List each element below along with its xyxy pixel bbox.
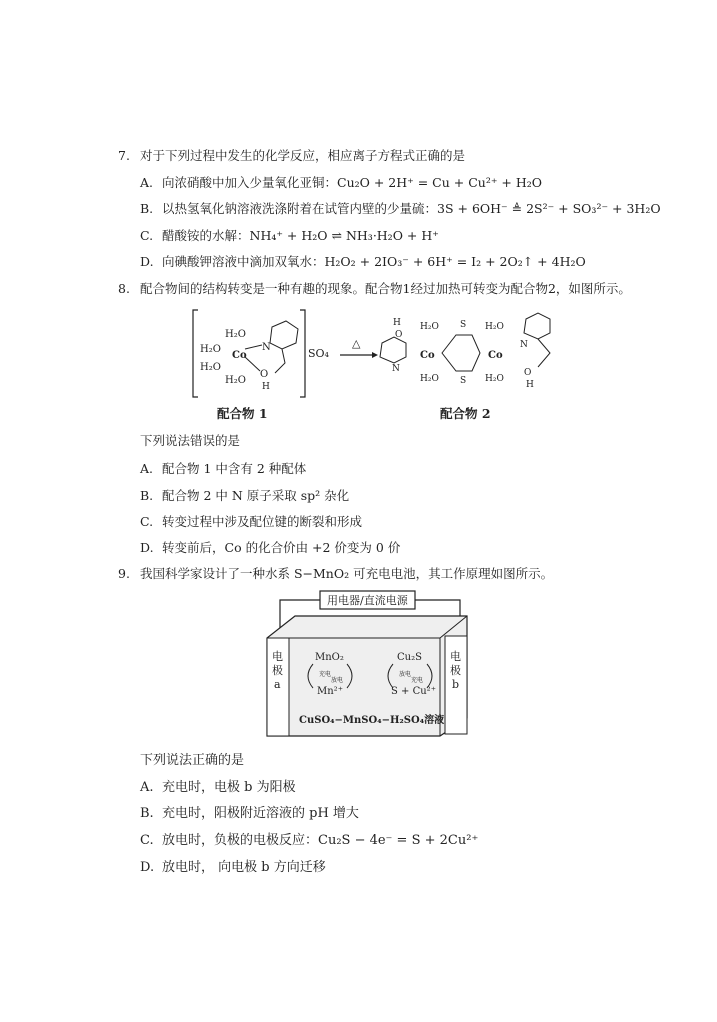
- option-equation: 3S + 6OH⁻ ≜ 2S²⁻ + SO₃²⁻ + 3H₂O: [437, 201, 661, 216]
- pyridine-ring-2b: [524, 313, 550, 339]
- power-source-label: 用电器/直流电源: [327, 594, 408, 607]
- s-atom-bottom: S: [460, 376, 467, 386]
- q9-stem: [118, 566, 553, 582]
- option-equation: Cu₂O + 2H⁺ = Cu + Cu²⁺ + H₂O: [337, 175, 543, 190]
- n-atom-2a: N: [392, 364, 400, 374]
- battery-figure: [255, 588, 480, 738]
- option-label: C.: [140, 833, 154, 848]
- complex-structures-figure: [190, 305, 590, 415]
- sulfate-label: SO₄: [308, 347, 329, 360]
- n-atom-2b: N: [520, 340, 528, 350]
- pyridine-ring-1: [270, 321, 298, 349]
- option-label: A.: [140, 175, 154, 190]
- h2o-2a-top: H₂O: [420, 322, 439, 332]
- option-text: 充电时，阳极附近溶液的 pH 增大: [162, 806, 359, 821]
- ethyl-chain-1: [275, 349, 285, 373]
- co-atom-2b: Co: [488, 350, 503, 361]
- arrowhead: [372, 352, 378, 358]
- option-label: C.: [140, 514, 154, 529]
- q9-option-a: [140, 780, 296, 796]
- cu2s-label: Cu₂S: [397, 652, 422, 663]
- option-text: 充电时，电极 b 为阳极: [162, 780, 296, 795]
- option-text: 以热氢氧化钠溶液洗涤附着在试管内壁的少量硫：: [162, 201, 438, 216]
- co-atom-2a: Co: [420, 350, 435, 361]
- option-text: 放电时， 向电极 b 方向迁移: [162, 860, 326, 875]
- co-n-bond: [245, 345, 262, 349]
- mn2-label: Mn²⁺: [317, 686, 343, 697]
- o-atom-2a: O: [395, 330, 403, 340]
- h2o-top: H₂O: [225, 329, 246, 340]
- h-atom-1: H: [262, 382, 270, 392]
- s-cu2-label: S + Cu²⁺: [391, 686, 436, 697]
- q7-number: 7.: [118, 148, 130, 163]
- co-o-bond: [245, 357, 260, 371]
- q9-option-b: [140, 806, 359, 822]
- h2o-2b-top: H₂O: [485, 322, 504, 332]
- caption-complex-1: 配合物 1: [217, 406, 268, 421]
- h2o-bottom: H₂O: [225, 375, 246, 386]
- option-text: 配合物 1 中含有 2 种配体: [162, 461, 307, 476]
- option-text: 转变过程中涉及配位键的断裂和形成: [162, 514, 363, 529]
- option-text: 转变前后，Co 的化合价由 +2 价变为 0 价: [162, 540, 401, 555]
- electrode-a-char2: 极: [272, 664, 283, 677]
- mno2-label: MnO₂: [315, 652, 344, 663]
- option-label: D.: [140, 254, 154, 269]
- electrode-a-char3: a: [274, 678, 281, 691]
- right-bracket: [300, 310, 305, 397]
- q9-sub-stem: 下列说法正确的是: [140, 753, 245, 768]
- option-equation: NH₄⁺ + H₂O ⇌ NH₃·H₂O + H⁺: [249, 228, 439, 243]
- electrode-a-char1: 电: [272, 650, 283, 663]
- co-atom-1: Co: [232, 350, 247, 361]
- charge-word-right: 充电: [411, 677, 424, 684]
- h-atom-2a: H: [393, 318, 401, 328]
- heat-symbol: △: [352, 337, 361, 350]
- q9-number: 9.: [118, 566, 130, 581]
- h2o-2b-bottom: H₂O: [485, 374, 504, 384]
- option-text: 向碘酸钾溶液中滴加双氧水：: [162, 254, 325, 269]
- electrode-b-char2: 极: [450, 664, 461, 677]
- left-bracket: [193, 310, 198, 397]
- q8-sub-stem: 下列说法错误的是: [140, 433, 241, 448]
- option-label: C.: [140, 228, 154, 243]
- h2o-left: H₂O: [200, 344, 221, 355]
- q8-stem-text: 配合物间的结构转变是一种有趣的现象。配合物1经过加热可转变为配合物2，如图所示。: [140, 281, 631, 296]
- bridging-sulfate-ring: [442, 335, 480, 371]
- discharge-word-right: 放电: [399, 671, 412, 678]
- q8-option-c: [140, 514, 362, 530]
- option-label: D.: [140, 540, 154, 555]
- pyridine-ring-2a: [380, 337, 406, 363]
- electrode-b-char1: 电: [450, 650, 461, 663]
- q7-stem-text: 对于下列过程中发生的化学反应，相应离子方程式正确的是: [140, 148, 466, 163]
- option-equation: H₂O₂ + 2IO₃⁻ + 6H⁺ = I₂ + 2O₂↑ + 4H₂O: [324, 254, 586, 269]
- option-text: 放电时，负极的电极反应：Cu₂S − 4e⁻ = S + 2Cu²⁺: [162, 833, 479, 848]
- charge-word-left: 充电: [319, 671, 332, 678]
- option-label: B.: [140, 806, 154, 821]
- q9-option-c: [140, 833, 478, 849]
- h2o-left-2: H₂O: [200, 362, 221, 373]
- q7-option-b: [140, 201, 661, 217]
- q8-option-b: [140, 488, 349, 504]
- o-atom-1: O: [260, 369, 269, 380]
- q8-number: 8.: [118, 281, 130, 296]
- q8-stem: [118, 281, 631, 297]
- electrode-b-char3: b: [452, 678, 460, 691]
- q9-option-d: [140, 860, 326, 876]
- q7-stem: [118, 148, 465, 164]
- ethyl-chain-2b: [538, 339, 550, 367]
- option-label: B.: [140, 488, 154, 503]
- h2o-2a-bottom: H₂O: [420, 374, 439, 384]
- option-label: A.: [140, 461, 154, 476]
- h-atom-2b: H: [526, 380, 534, 390]
- option-label: D.: [140, 860, 155, 875]
- q8-option-d: [140, 540, 400, 556]
- option-text: 醋酸铵的水解：: [162, 228, 250, 243]
- q7-option-c: [140, 228, 439, 244]
- q7-option-d: [140, 254, 586, 270]
- option-text: 向浓硝酸中加入少量氧化亚铜：: [162, 175, 338, 190]
- o-atom-2b: O: [524, 368, 532, 378]
- option-label: B.: [140, 201, 154, 216]
- n-atom-1: N: [262, 342, 271, 353]
- q9-stem-text: 我国科学家设计了一种水系 S−MnO₂ 可充电电池，其工作原理如图所示。: [140, 566, 554, 581]
- caption-complex-2: 配合物 2: [440, 406, 491, 421]
- q8-option-a: [140, 461, 306, 477]
- q7-option-a: [140, 175, 542, 191]
- discharge-word-left: 放电: [331, 677, 344, 684]
- option-label: A.: [140, 780, 154, 795]
- s-atom-top: S: [460, 320, 467, 330]
- option-text: 配合物 2 中 N 原子采取 sp² 杂化: [162, 488, 350, 503]
- solution-label: CuSO₄−MnSO₄−H₂SO₄溶液: [299, 715, 445, 726]
